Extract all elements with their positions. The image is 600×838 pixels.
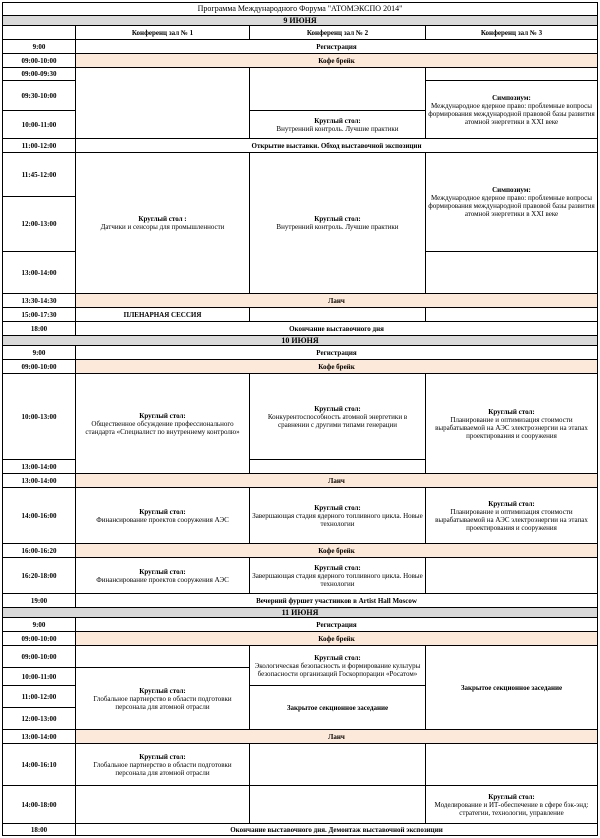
header-hall-3: Конференц зал № 3 [426, 26, 598, 40]
time-cell: 14:00-16:00 [3, 488, 76, 544]
symposium-cell [426, 81, 598, 139]
time-cell: 16:20-18:00 [3, 558, 76, 594]
time-cell: 11:00-12:00 [3, 139, 76, 153]
time-cell: 9:00 [3, 618, 76, 632]
coffee-break-row: Кофе брейк [76, 54, 598, 68]
roundtable-title: Круглый стол: [139, 567, 186, 576]
empty-cell [426, 252, 598, 294]
roundtable-cell [250, 111, 426, 139]
page-title: Программа Международного Форума "АТОМЭКСПО 2014" [3, 3, 598, 16]
day-3-header: 11 ИЮНЯ [3, 608, 598, 618]
buffet-row: Вечерний фуршет участников в Artist Hall Moscow [76, 594, 598, 608]
symposium-title: Симпозиум: [492, 93, 531, 102]
roundtable-title: Круглый стол: [314, 116, 361, 125]
roundtable-title: Круглый стол: [488, 407, 535, 416]
empty-cell [250, 308, 426, 322]
roundtable-title: Круглый стол: [488, 499, 535, 508]
roundtable-text: Финансирование проектов сооружения АЭС [96, 575, 229, 584]
roundtable-title: Круглый стол: [314, 653, 361, 662]
lunch-row: Ланч [76, 474, 598, 488]
roundtable-cell [250, 558, 426, 594]
registration-row: Регистрация [76, 346, 598, 360]
program-sheet [2, 2, 597, 836]
empty-cell [426, 308, 598, 322]
roundtable-title: Круглый стол: [139, 411, 186, 420]
roundtable-title: Круглый стол: [314, 404, 361, 413]
roundtable-title: Круглый стол: [139, 686, 186, 695]
roundtable-cell [426, 374, 598, 474]
time-cell: 11:45-12:00 [3, 153, 76, 197]
roundtable-cell [76, 744, 250, 786]
roundtable-title: Круглый стол: [139, 752, 186, 761]
time-cell: 9:00 [3, 346, 76, 360]
roundtable-title: Круглый стол: [314, 563, 361, 572]
time-cell: 15:00-17:30 [3, 308, 76, 322]
time-cell: 18:00 [3, 322, 76, 336]
symposium-text: Международное ядерное право: проблемные вопросы формирования международной правовой базы развития атомной энергетики в XXI веке [428, 101, 595, 126]
roundtable-text: Экологическая безопасность и формирование культуры безопасности организаций Госкорпорации «Росатом» [254, 661, 421, 678]
time-cell: 16:00-16:20 [3, 544, 76, 558]
plenary-cell: ПЛЕНАРНАЯ СЕССИЯ [76, 308, 250, 322]
coffee-break-row: Кофе брейк [76, 360, 598, 374]
roundtable-cell [76, 558, 250, 594]
time-cell: 10:00-11:00 [3, 668, 76, 686]
time-cell: 14:00-16:10 [3, 744, 76, 786]
time-cell: 10:00-11:00 [3, 111, 76, 139]
time-cell: 09:00-10:00 [3, 54, 76, 68]
header-time [3, 26, 76, 40]
empty-cell [76, 646, 250, 668]
time-cell: 9:00 [3, 40, 76, 54]
coffee-break-row: Кофе брейк [76, 632, 598, 646]
roundtable-cell [250, 374, 426, 460]
time-cell: 14:00-18:00 [3, 786, 76, 824]
time-cell: 12:00-13:00 [3, 708, 76, 730]
time-cell: 09:00-10:00 [3, 360, 76, 374]
time-cell: 09:00-10:00 [3, 632, 76, 646]
roundtable-text: Внутренний контроль. Лучшие практики [276, 223, 399, 231]
day-end-row: Окончание выставочного дня. Демонтаж выставочной экспозиции [76, 824, 598, 836]
roundtable-text: Планирование и оптимизация стоимости вырабатываемой на АЭС электроэнергии на этапах проектирования и сооружения [435, 507, 588, 532]
time-cell: 13:30-14:30 [3, 294, 76, 308]
symposium-cell [426, 153, 598, 252]
roundtable-text: Датчики и сенсоры для промышленности [100, 223, 225, 231]
time-cell: 13:00-14:00 [3, 460, 76, 474]
roundtable-cell [250, 488, 426, 544]
roundtable-title: Круглый стол: [488, 792, 535, 801]
roundtable-cell [76, 668, 250, 730]
roundtable-text: Завершающая стадия ядерного топливного цикла. Новые технологии [252, 571, 423, 588]
empty-cell [426, 558, 598, 594]
empty-cell [250, 460, 426, 474]
lunch-row: Ланч [76, 730, 598, 744]
registration-row: Регистрация [76, 618, 598, 632]
time-cell: 09:00-09:30 [3, 68, 76, 81]
time-cell: 09:30-10:00 [3, 81, 76, 111]
roundtable-text: Общественное обсуждение профессионального стандарта «Специалист по внутреннему контролю» [85, 419, 240, 436]
schedule-table [2, 2, 598, 836]
lunch-row: Ланч [76, 294, 598, 308]
time-cell: 09:00-10:00 [3, 646, 76, 668]
roundtable-cell [426, 786, 598, 824]
day-1-header: 9 ИЮНЯ [3, 16, 598, 26]
roundtable-cell [250, 153, 426, 294]
roundtable-title: Круглый стол: [314, 503, 361, 512]
empty-cell [250, 786, 426, 824]
time-cell: 13:00-14:00 [3, 252, 76, 294]
header-hall-1: Конференц зал № 1 [76, 26, 250, 40]
time-cell: 13:00-14:00 [3, 730, 76, 744]
time-cell: 12:00-13:00 [3, 197, 76, 252]
symposium-text: Международное ядерное право: проблемные вопросы формирования международной правовой базы развития атомной энергетики в XXI веке [428, 194, 595, 218]
day-end-row: Окончание выставочного дня [76, 322, 598, 336]
empty-cell [250, 68, 426, 111]
day-2-header: 10 ИЮНЯ [3, 336, 598, 346]
time-cell: 11:00-12:00 [3, 686, 76, 708]
opening-row: Открытие выставки. Обход выставочной экспозиции [76, 139, 598, 153]
roundtable-title: Круглый стол: [314, 215, 361, 223]
empty-cell [426, 68, 598, 81]
coffee-break-row: Кофе брейк [76, 544, 598, 558]
registration-row: Регистрация [76, 40, 598, 54]
time-cell: 18:00 [3, 824, 76, 836]
roundtable-text: Конкурентоспособность атомной энергетики в сравнении с другими типами генерации [267, 412, 408, 429]
roundtable-cell [250, 646, 426, 686]
closed-session-cell: Закрытое секционное заседание [426, 646, 598, 730]
empty-cell [426, 744, 598, 786]
sensors-cell [76, 153, 250, 294]
empty-cell [250, 744, 426, 786]
roundtable-text: Планирование и оптимизация стоимости вырабатываемой на АЭС электроэнергии на этапах проектирования и сооружения [435, 415, 588, 440]
symposium-title: Симпозиум: [492, 186, 531, 194]
roundtable-text: Финансирование проектов сооружения АЭС [96, 515, 229, 524]
roundtable-text: Завершающая стадия ядерного топливного цикла. Новые технологии [252, 511, 423, 528]
roundtable-text: Глобальное партнерство в области подготовки персонала для атомной отрасли [93, 760, 232, 777]
roundtable-cell [76, 488, 250, 544]
roundtable-text: Глобальное партнерство в области подготовки персонала для атомной отрасли [93, 694, 232, 711]
header-hall-2: Конференц зал № 2 [250, 26, 426, 40]
closed-session-cell: Закрытое секционное заседание [250, 686, 426, 730]
roundtable-text: Моделирование и ИТ-обеспечение в сфере бэк-энд: стратегии, технологии, управление [434, 800, 589, 817]
roundtable-cell [76, 374, 250, 474]
roundtable-title: Круглый стол: [139, 507, 186, 516]
time-cell: 19:00 [3, 594, 76, 608]
empty-cell [76, 786, 250, 824]
empty-cell [76, 68, 250, 139]
time-cell: 13:00-14:00 [3, 474, 76, 488]
time-cell: 10:00-13:00 [3, 374, 76, 460]
roundtable-title: Круглый стол : [138, 215, 187, 223]
roundtable-cell [426, 488, 598, 544]
roundtable-text: Внутренний контроль. Лучшие практики [276, 124, 399, 133]
